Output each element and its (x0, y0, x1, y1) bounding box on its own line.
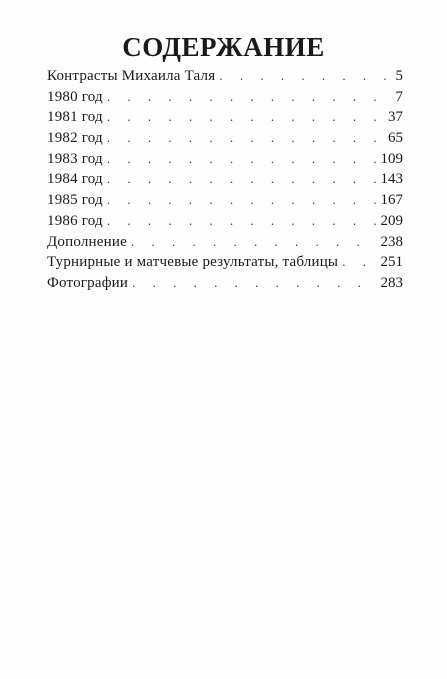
toc-entry-page-number: 37 (388, 109, 403, 126)
toc-entry-page-number: 5 (395, 68, 403, 84)
toc-entry-label: 1986 год (47, 212, 103, 229)
toc-dot-leader (107, 169, 377, 190)
toc-entry (47, 149, 403, 170)
toc-dot-leader (219, 66, 391, 87)
toc-entry (47, 107, 403, 128)
toc-entry-page-number: 167 (380, 192, 403, 209)
toc-entry-page-number: 109 (380, 150, 403, 167)
toc-dot-leader (342, 252, 376, 273)
toc-entry (47, 87, 403, 108)
toc-dot-leader (132, 273, 376, 294)
toc-entry (47, 211, 403, 232)
table-of-contents (47, 66, 403, 294)
toc-dot-leader (107, 128, 384, 149)
toc-entry-label: 1983 год (47, 150, 103, 167)
toc-entry (47, 66, 403, 87)
toc-entry (47, 232, 403, 253)
toc-entry-page-number: 65 (388, 130, 403, 147)
toc-entry (47, 190, 403, 211)
toc-dot-leader (107, 107, 384, 128)
toc-dot-leader (107, 211, 377, 232)
toc-entry-page-number: 238 (380, 233, 403, 250)
toc-dot-leader (131, 232, 377, 253)
toc-dot-leader (107, 149, 377, 170)
toc-entry-label: 1985 год (47, 192, 103, 209)
toc-entry-label: Турнирные и матчевые результаты, таблицы (47, 254, 339, 271)
toc-entry-label: Фотографии (47, 274, 129, 291)
toc-entry-label: Контрасты Михаила Таля (47, 68, 216, 84)
toc-entry (47, 128, 403, 149)
toc-entry-label: Дополнение (47, 233, 127, 250)
toc-entry-page-number: 251 (380, 254, 403, 271)
toc-entry (47, 252, 403, 273)
toc-entry (47, 169, 403, 190)
toc-entry-page-number: 143 (380, 171, 403, 188)
toc-entry (47, 273, 403, 294)
toc-entry-page-number: 7 (395, 88, 403, 105)
toc-entry-page-number: 283 (380, 274, 403, 291)
toc-dot-leader (107, 190, 377, 211)
toc-entry-label: 1981 год (47, 109, 103, 126)
page-title: СОДЕРЖАНИЕ (122, 32, 325, 62)
toc-entry-label: 1982 год (47, 130, 103, 147)
toc-entry-label: 1984 год (47, 171, 103, 188)
toc-entry-page-number: 209 (380, 212, 403, 229)
toc-dot-leader (107, 87, 392, 108)
toc-entry-label: 1980 год (47, 88, 103, 105)
